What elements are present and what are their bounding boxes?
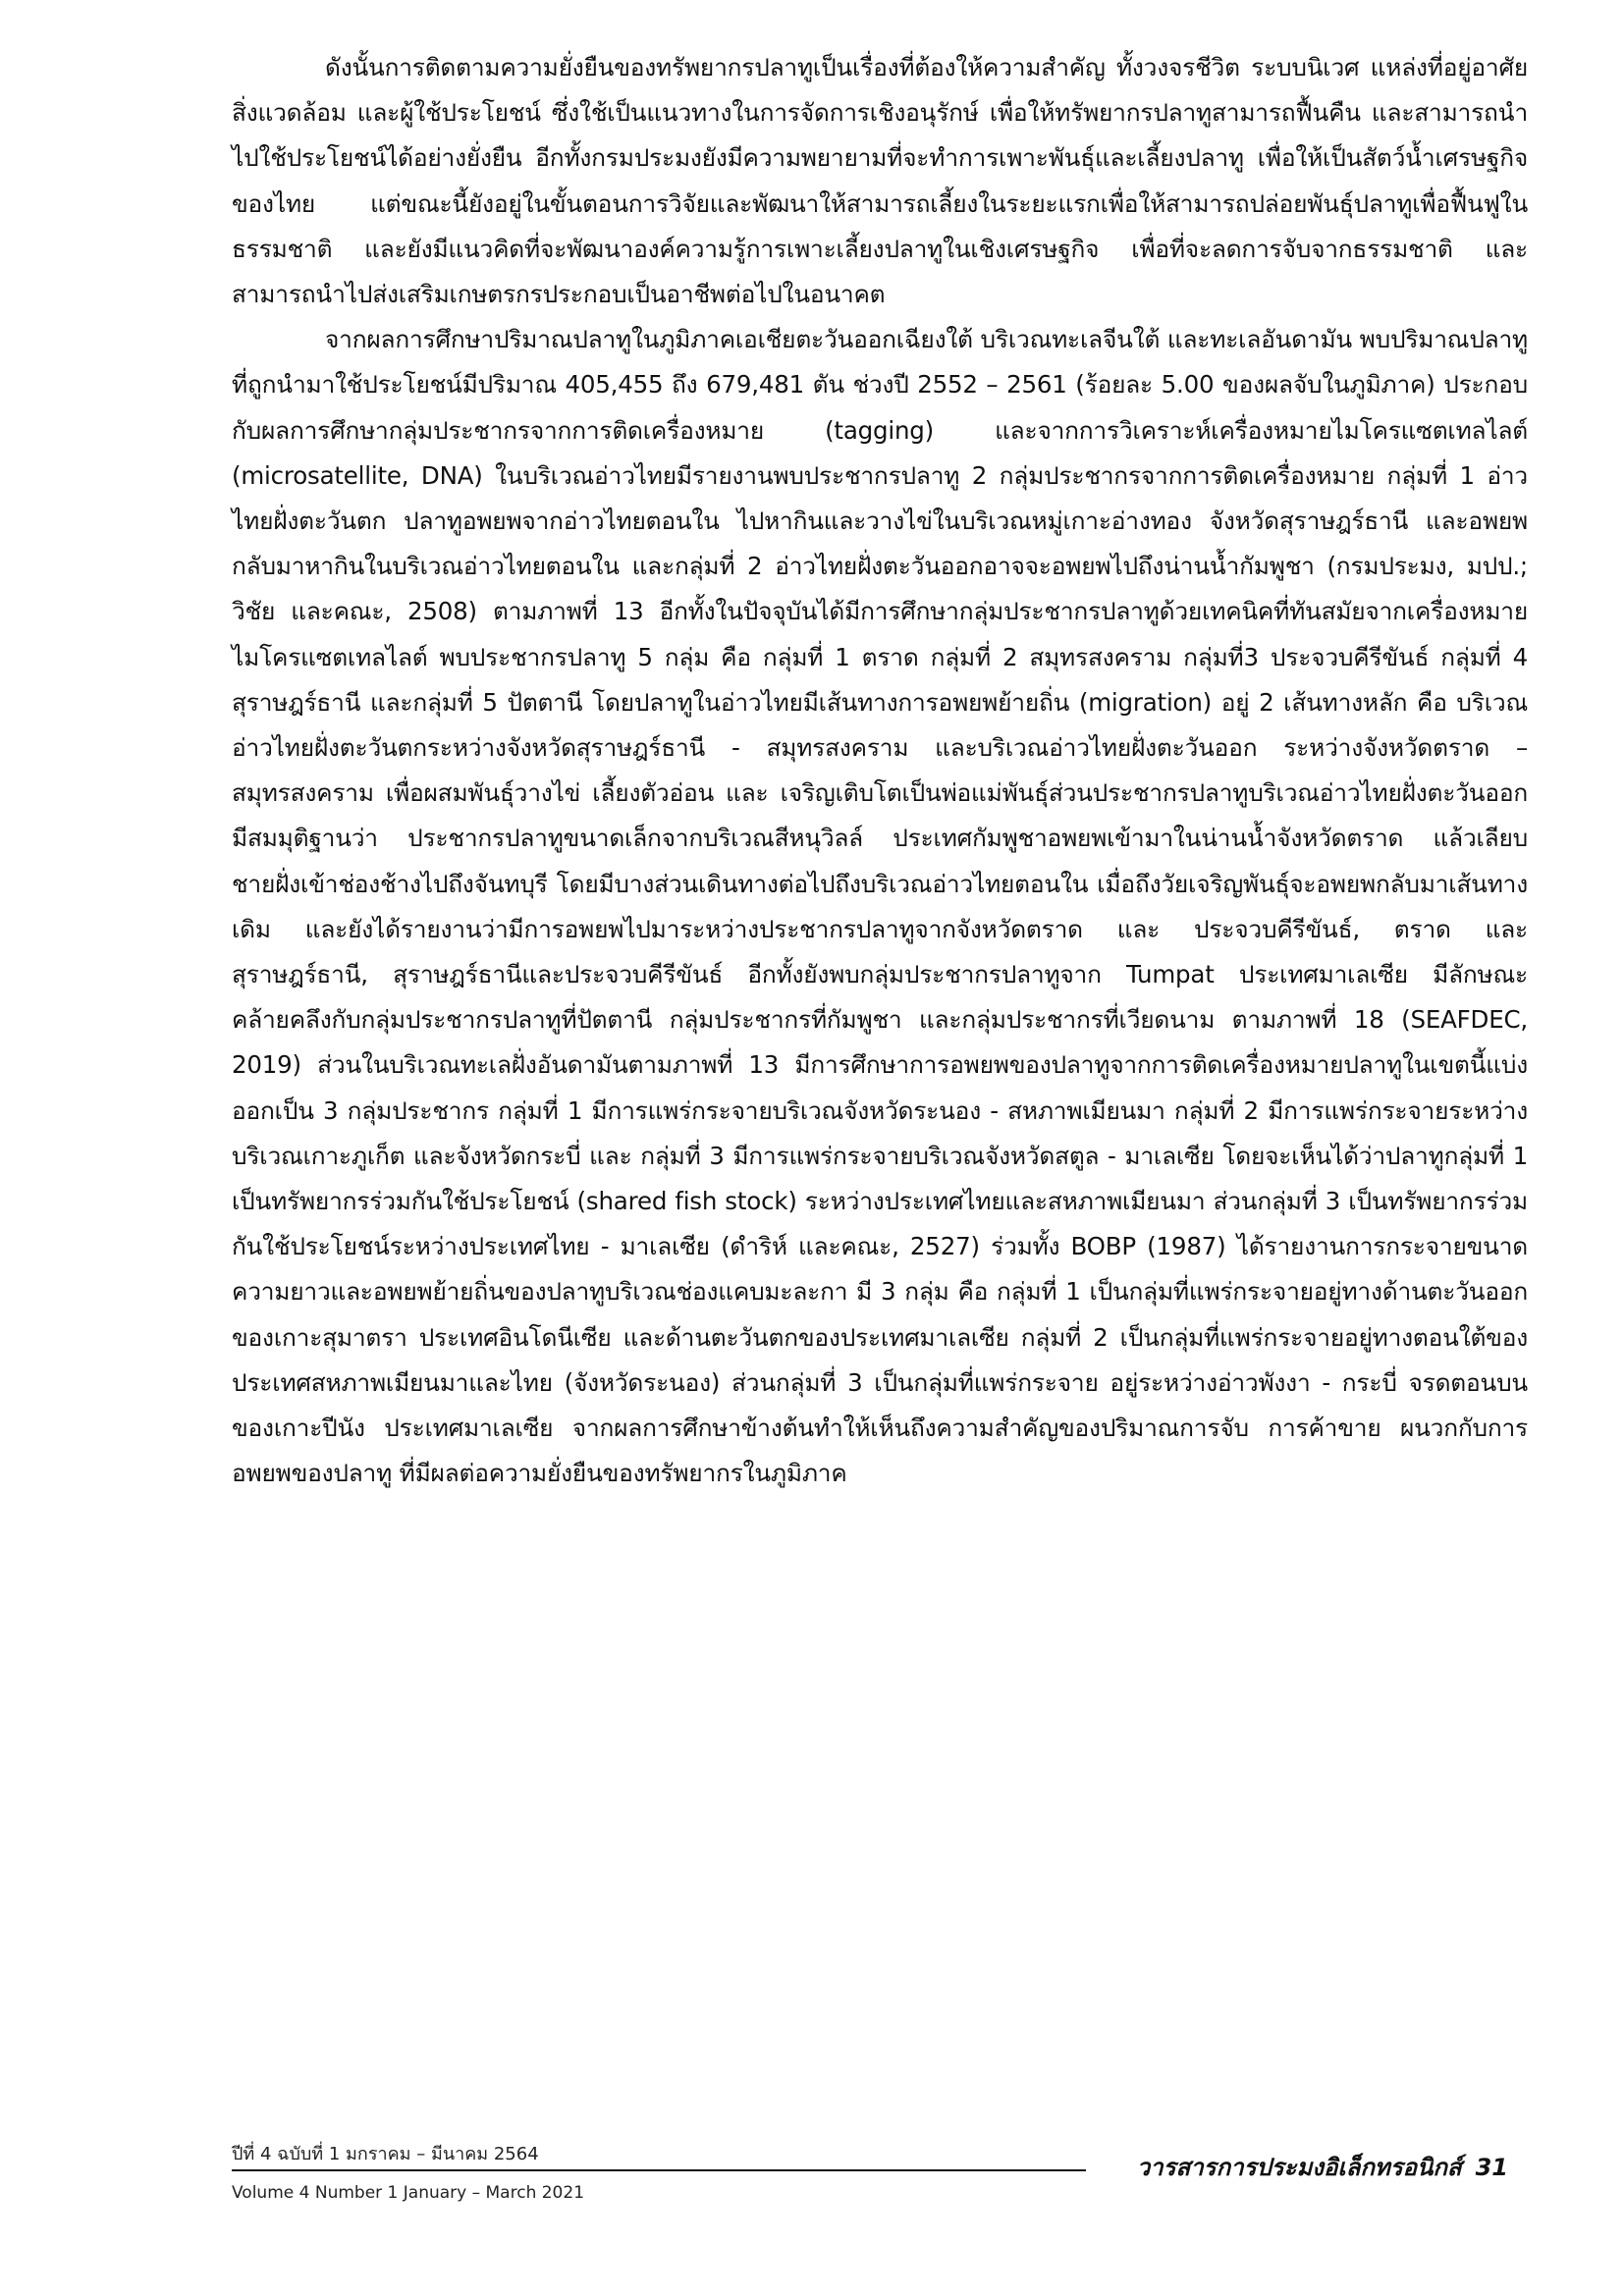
issue-info-thai: ปีที่ 4 ฉบับที่ 1 มกราคม – มีนาคม 2564	[232, 2144, 539, 2164]
body-paragraph-2: จากผลการศึกษาปริมาณปลาทูในภูมิภาคเอเชียตะวันออกเฉียงใต้ บริเวณทะเลจีนใต้ และทะเลอันดามัน พบปริมาณปลาทูที่ถูกนำมาใช้ประโยชน์มีปริมาณ 405,455 ถึง 679,481 ตัน ช่วงปี 2552 – 2561 (ร้อยละ 5.00 ของผลจับในภูมิภาค) ประกอบกับผลการศึกษากลุ่มประชากรจากการติดเครื่องหมาย (tagging) และจากการวิเคราะห์เครื่องหมายไมโครแซตเทลไลต์ (microsatellite, DNA) ในบริเวณอ่าวไทยมีรายงานพบประชากรปลาทู 2 กลุ่มประชากรจากการติดเครื่องหมาย กลุ่มที่ 1 อ่าวไทยฝั่งตะวันตก ปลาทูอพยพจากอ่าวไทยตอนใน ไปหากินและวางไข่ในบริเวณหมู่เกาะอ่างทอง จังหวัดสุราษฎร์ธานี และอพยพกลับมาหากินในบริเวณอ่าวไทยตอนใน และกลุ่มที่ 2 อ่าวไทยฝั่งตะวันออกอาจจะอพยพไปถึงน่านน้ำกัมพูชา (กรมประมง, มปป.; วิชัย และคณะ, 2508) ตามภาพที่ 13 อีกทั้งในปัจจุบันได้มีการศึกษากลุ่มประชากรปลาทูด้วยเทคนิคที่ทันสมัยจากเครื่องหมายไมโครแซตเทลไลต์ พบประชากรปลาทู 5 กลุ่ม คือ กลุ่มที่ 1 ตราด กลุ่มที่ 2 สมุทรสงคราม กลุ่มที่3 ประจวบคีรีขันธ์ กลุ่มที่ 4 สุราษฎร์ธานี และกลุ่มที่ 5 ปัตตานี โดยปลาทูในอ่าวไทยมีเส้นทางการอพยพย้ายถิ่น (migration) อยู่ 2 เส้นทางหลัก คือ บริเวณอ่าวไทยฝั่งตะวันตกระหว่างจังหวัดสุราษฎร์ธานี - สมุทรสงคราม และบริเวณอ่าวไทยฝั่งตะวันออก ระหว่างจังหวัดตราด – สมุทรสงคราม เพื่อผสมพันธุ์วางไข่ เลี้ยงตัวอ่อน และ เจริญเติบโตเป็นพ่อแม่พันธุ์ส่วนประชากรปลาทูบริเวณอ่าวไทยฝั่งตะวันออก มีสมมุติฐานว่า ประชากรปลาทูขนาดเล็กจากบริเวณสีหนุวิลล์ ประเทศกัมพูชาอพยพเข้ามาในน่านน้ำจังหวัดตราด แล้วเลียบชายฝั่งเข้าช่องช้างไปถึงจันทบุรี โดยมีบางส่วนเดินทางต่อไปถึงบริเวณอ่าวไทยตอนใน เมื่อถึงวัยเจริญพันธุ์จะอพยพกลับมาเส้นทางเดิม และยังได้รายงานว่ามีการอพยพไปมาระหว่างประชากรปลาทูจากจังหวัดตราด และ ประจวบคีรีขันธ์, ตราด และสุราษฎร์ธานี, สุราษฎร์ธานีและประจวบคีรีขันธ์ อีกทั้งยังพบกลุ่มประชากรปลาทูจาก Tumpat ประเทศมาเลเซีย มีลักษณะคล้ายคลึงกับกลุ่มประชากรปลาทูที่ปัตตานี กลุ่มประชากรที่กัมพูชา และกลุ่มประชากรที่เวียดนาม ตามภาพที่ 18 (SEAFDEC, 2019) ส่วนในบริเวณทะเลฝั่งอันดามันตามภาพที่ 13 มีการศึกษาการอพยพของปลาทูจากการติดเครื่องหมายปลาทูในเขตนี้แบ่งออกเป็น 3 กลุ่มประชากร กลุ่มที่ 1 มีการแพร่กระจายบริเวณจังหวัดระนอง - สหภาพเมียนมา กลุ่มที่ 2 มีการแพร่กระจายระหว่างบริเวณเกาะภูเก็ต และจังหวัดกระบี่ และ กลุ่มที่ 3 มีการแพร่กระจายบริเวณจังหวัดสตูล - มาเลเซีย โดยจะเห็นได้ว่าปลาทูกลุ่มที่ 1 เป็นทรัพยากรร่วมกันใช้ประโยชน์ (shared fish stock) ระหว่างประเทศไทยและสหภาพเมียนมา ส่วนกลุ่มที่ 3 เป็นทรัพยากรร่วมกันใช้ประโยชน์ระหว่างประเทศไทย - มาเลเซีย (ดำริห์ และคณะ, 2527) ร่วมทั้ง BOBP (1987) ได้รายงานการกระจายขนาดความยาวและอพยพย้ายถิ่นของปลาทูบริเวณช่องแคบมะละกา มี 3 กลุ่ม คือ กลุ่มที่ 1 เป็นกลุ่มที่แพร่กระจายอยู่ทางด้านตะวันออกของเกาะสุมาตรา ประเทศอินโดนีเซีย และด้านตะวันตกของประเทศมาเลเซีย กลุ่มที่ 2 เป็นกลุ่มที่แพร่กระจายอยู่ทางตอนใต้ของประเทศสหภาพเมียนมาและไทย (จังหวัดระนอง) ส่วนกลุ่มที่ 3 เป็นกลุ่มที่แพร่กระจาย อยู่ระหว่างอ่าวพังงา - กระบี่ จรดตอนบนของเกาะปีนัง ประเทศมาเลเซีย จากผลการศึกษาข้างต้นทำให้เห็นถึงความสำคัญของปริมาณการจับ การค้าขาย ผนวกกับการอพยพของปลาทู ที่มีผลต่อความยั่งยืนของทรัพยากรในภูมิภาค	[232, 325, 1528, 1488]
journal-title	[1137, 2152, 1508, 2183]
page-number: 31	[1475, 2154, 1508, 2181]
body-paragraph-1: ดังนั้นการติดตามความยั่งยืนของทรัพยากรปลาทูเป็นเรื่องที่ต้องให้ความสำคัญ ทั้งวงจรชีวิต ระบบนิเวศ แหล่งที่อยู่อาศัย สิ่งแวดล้อม และผู้ใช้ประโยชน์ ซึ่งใช้เป็นแนวทางในการจัดการเชิงอนุรักษ์ เพื่อให้ทรัพยากรปลาทูสามารถฟื้นคืน และสามารถนำไปใช้ประโยชน์ได้อย่างยั่งยืน อีกทั้งกรมประมงยังมีความพยายามที่จะทำการเพาะพันธุ์และเลี้ยงปลาทู เพื่อให้เป็นสัตว์น้ำเศรษฐกิจของไทย แต่ขณะนี้ยังอยู่ในขั้นตอนการวิจัยและพัฒนาให้สามารถเลี้ยงในระยะแรกเพื่อให้สามารถปล่อยพันธุ์ปลาทูเพื่อฟื้นฟูในธรรมชาติ และยังมีแนวคิดที่จะพัฒนาองค์ความรู้การเพาะเลี้ยงปลาทูในเชิงเศรษฐกิจ เพื่อที่จะลดการจับจากธรรมชาติ และสามารถนำไปส่งเสริมเกษตรกรประกอบเป็นอาชีพต่อไปในอนาคต	[232, 53, 1528, 309]
article-body	[232, 45, 1528, 1497]
issue-info-english: Volume 4 Number 1 January – March 2021	[232, 2183, 585, 2203]
journal-name: วารสารการประมงอิเล็กทรอนิกส์	[1136, 2154, 1462, 2181]
page-footer	[232, 2142, 1528, 2230]
footer-divider	[232, 2169, 1086, 2171]
